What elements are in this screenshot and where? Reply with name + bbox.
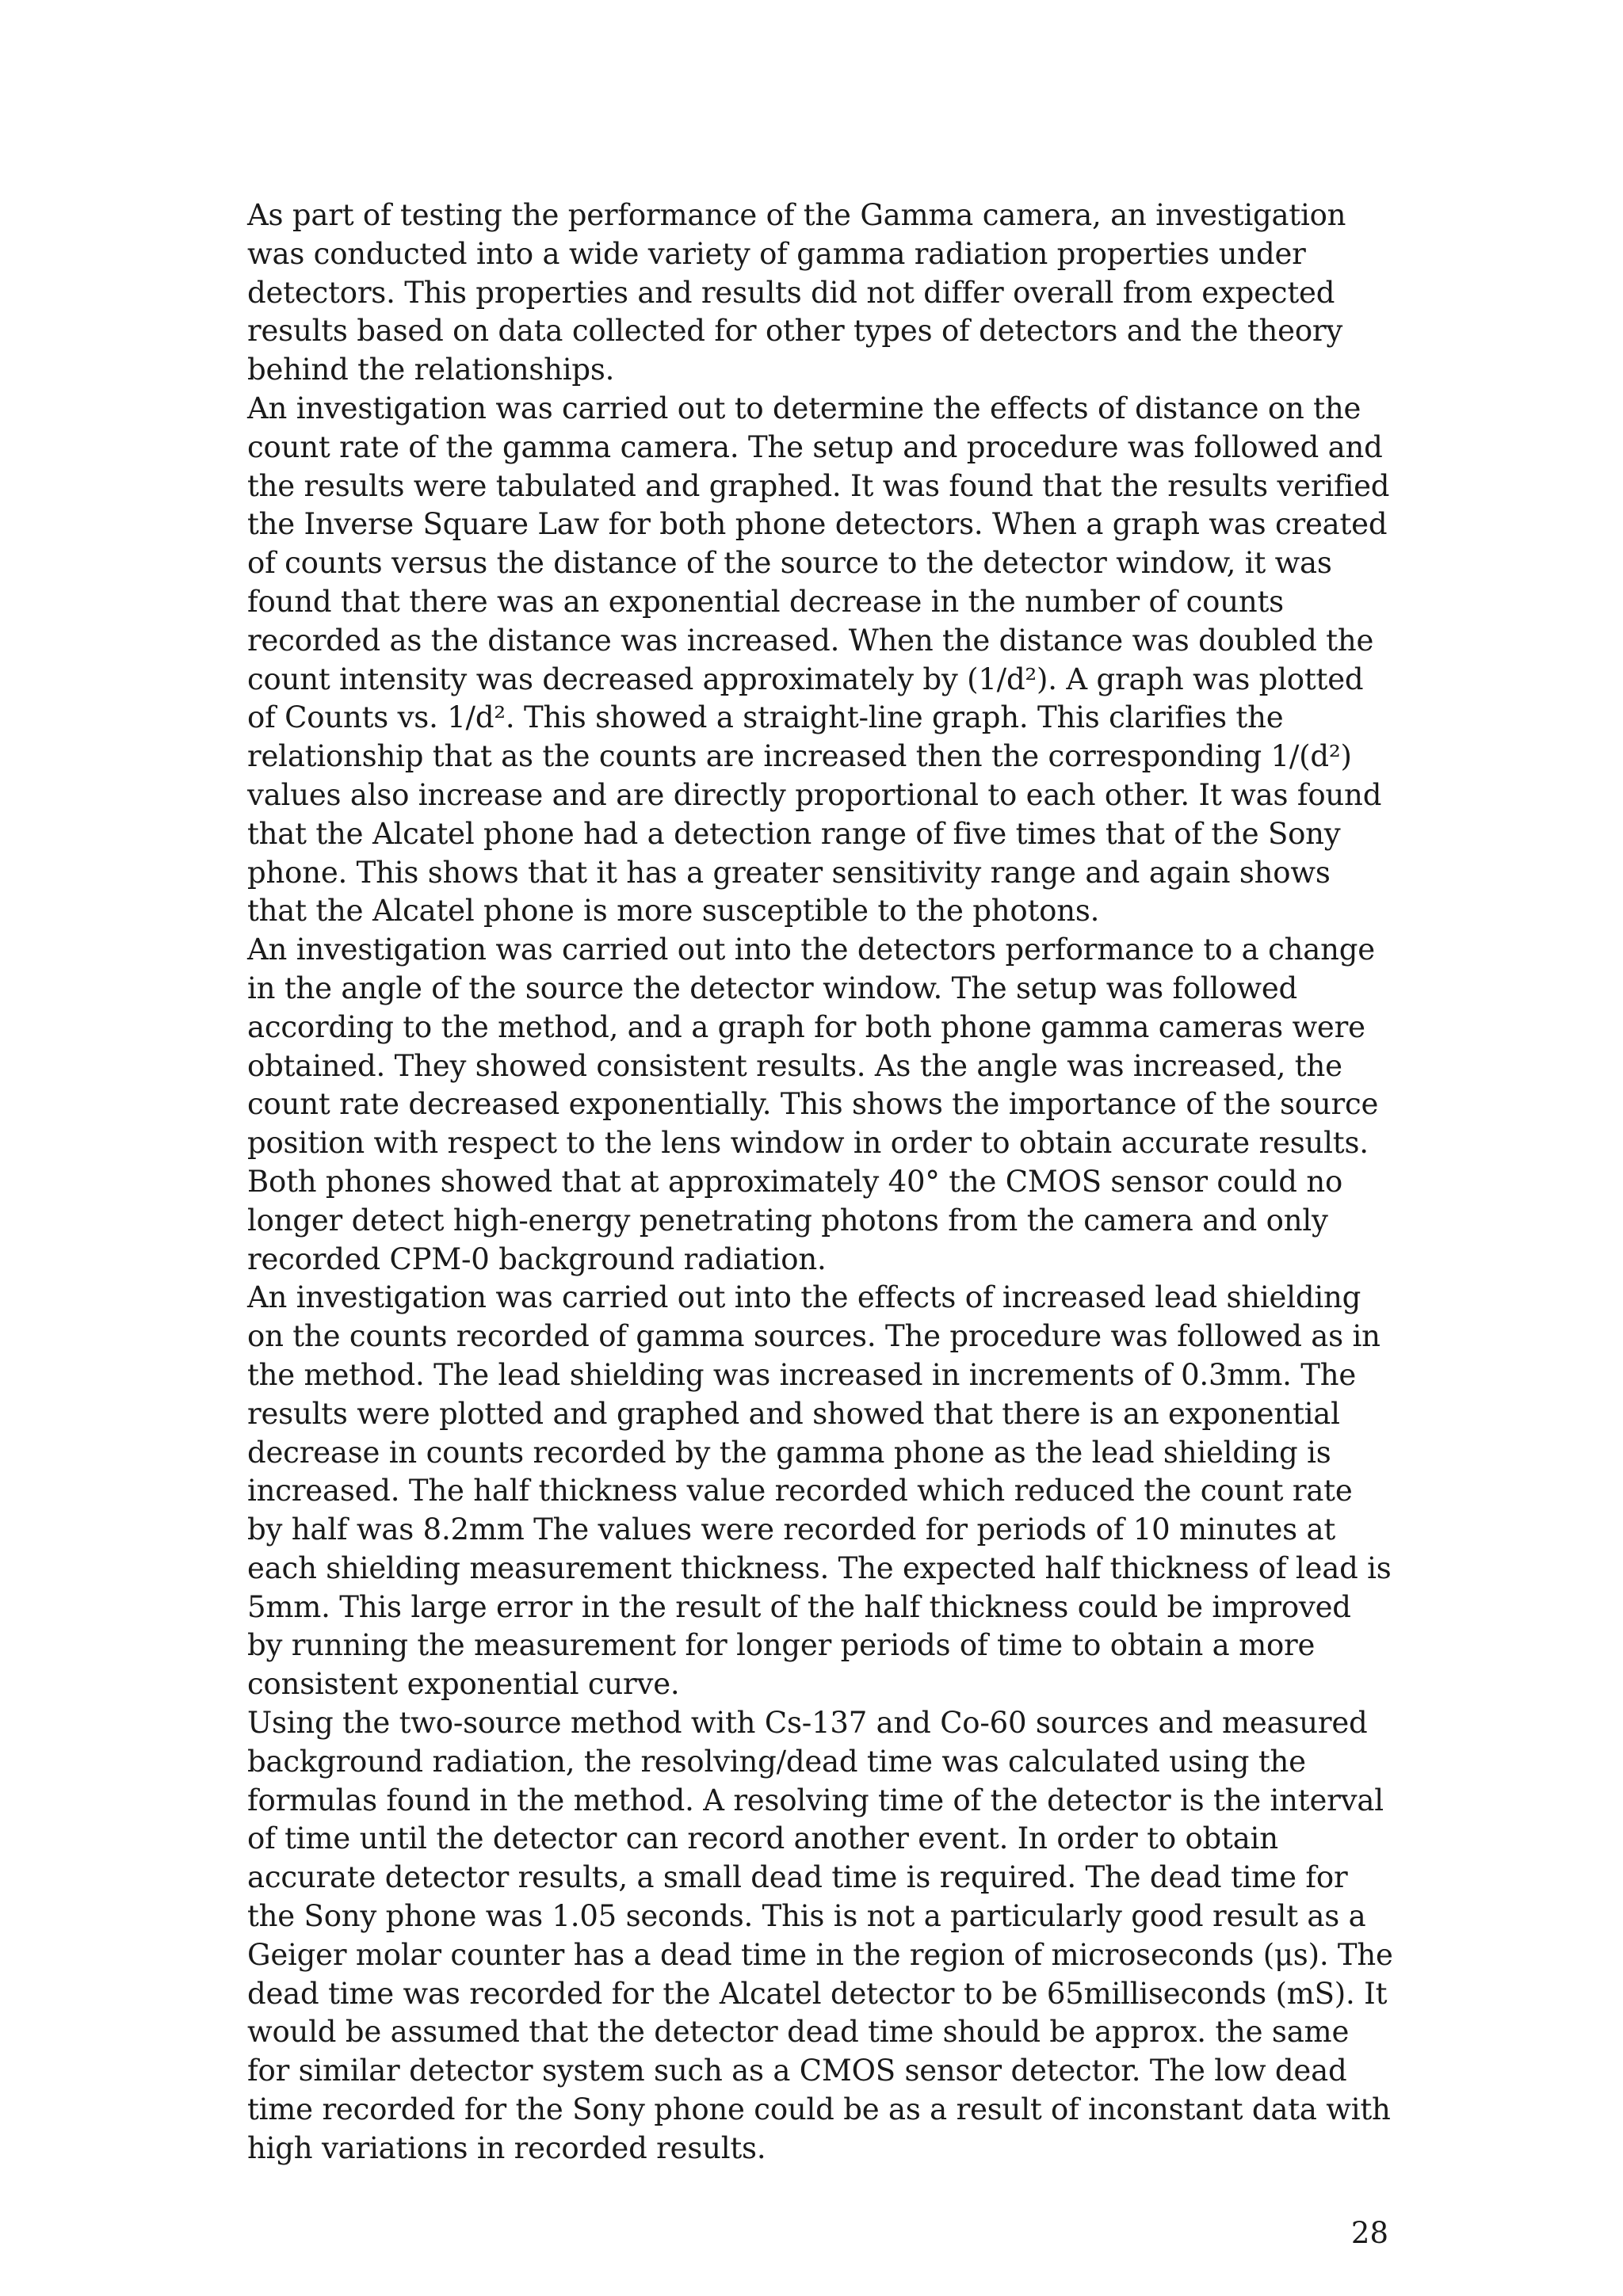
paragraph-distance: An investigation was carried out to determine the effects of distance on the count rate of the gamma camera. The setup and procedure was followed and the results were tabulated and graphed. It was found that the results verified the Inverse Square Law for both phone detectors. When a graph was created of counts versus the distance of the source to the detector window, it was found that there was an exponential decrease in the number of counts recorded as the distance was increased. When the distance was doubled the count intensity was decreased approximately by (1/d²). A graph was plotted of Counts vs. 1/d². This showed a straight-line graph. This clarifies the relationship that as the counts are increased then the corresponding 1/(d²) values also increase and are directly proportional to each other. It was found that the Alcatel phone had a detection range of five times that of the Sony phone. This shows that it has a greater sensitivity range and again shows that the Alcatel phone is more susceptible to the photons.: [247, 391, 1390, 929]
page-number: 28: [1350, 2216, 1388, 2250]
paragraph-dead-time: Using the two-source method with Cs-137 and Co-60 sources and measured background radiation, the resolving/dead time was calculated using the formulas found in the method. A resolving time of the detector is the interval of time until the detector can record another event. In order to obtain accurate detector results, a small dead time is required. The dead time for the Sony phone was 1.05 seconds. This is not a particularly good result as a Geiger molar counter has a dead time in the region of microseconds (μs). The dead time was recorded for the Alcatel detector to be 65milliseconds (mS). It would be assumed that the detector dead time should be approx. the same for similar detector system such as a CMOS sensor detector. The low dead time recorded for the Sony phone could be as a result of inconstant data with high variations in recorded results.: [247, 1706, 1393, 2165]
paragraph-angle: An investigation was carried out into the detectors performance to a change in the angle of the source the detector window. The setup was followed according to the method, and a graph for both phone gamma cameras were obtained. They showed consistent results. As the angle was increased, the count rate decreased exponentially. This shows the importance of the source position with respect to the lens window in order to obtain accurate results. Both phones showed that at approximately 40° the CMOS sensor could no longer detect high-energy penetrating photons from the camera and only recorded CPM-0 background radiation.: [247, 933, 1379, 1276]
body-text: [247, 196, 1395, 2168]
paragraph-intro: As part of testing the performance of the Gamma camera, an investigation was conducted into a wide variety of gamma radiation properties under detectors. This properties and results did not differ overall from expected results based on data collected for other types of detectors and the theory behind the relationships.: [247, 198, 1346, 387]
paragraph-shielding: An investigation was carried out into the effects of increased lead shielding on the counts recorded of gamma sources. The procedure was followed as in the method. The lead shielding was increased in increments of 0.3mm. The results were plotted and graphed and showed that there is an exponential decrease in counts recorded by the gamma phone as the lead shielding is increased. The half thickness value recorded which reduced the count rate by half was 8.2mm The values were recorded for periods of 10 minutes at each shielding measurement thickness. The expected half thickness of lead is 5mm. This large error in the result of the half thickness could be improved by running the measurement for longer periods of time to obtain a more consistent exponential curve.: [247, 1280, 1392, 1702]
